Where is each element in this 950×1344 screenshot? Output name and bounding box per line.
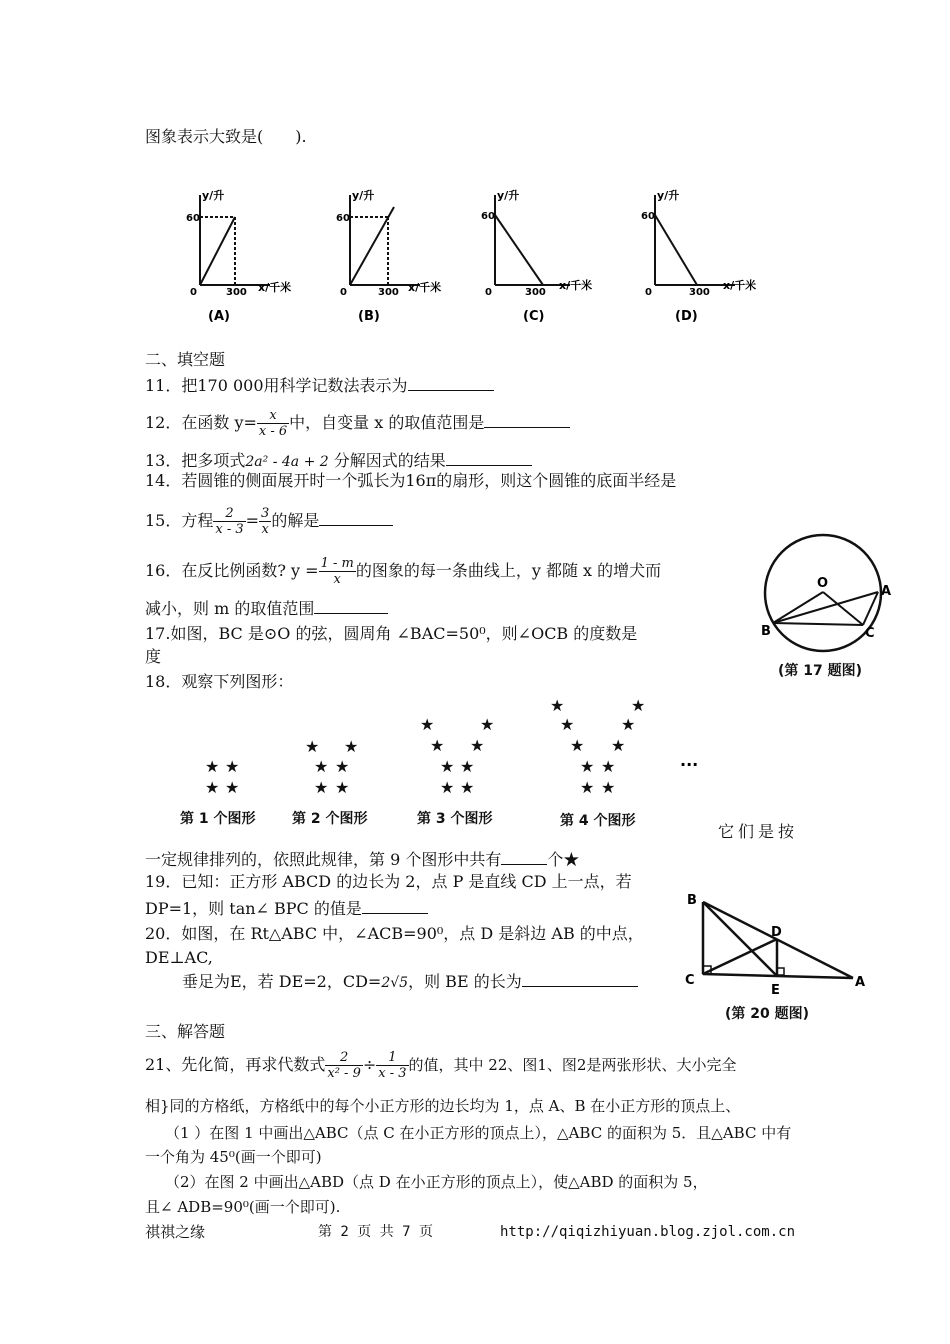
- graph-c-xtick: 300: [525, 287, 546, 298]
- question-20-line3: 垂足为E，若 DE=2，CD=2√5，则 BE 的长为: [182, 970, 638, 993]
- graph-a-yaxis: y/升: [202, 189, 225, 202]
- graph-c-yaxis: y/升: [497, 189, 520, 202]
- svg-text:★: ★: [440, 757, 455, 776]
- graph-c-label: (C): [523, 309, 545, 324]
- graph-b-ytick: 60: [336, 213, 350, 224]
- question-11: 11．把170 000用科学记数法表示为: [145, 374, 494, 396]
- circle-figure-17: [761, 535, 895, 665]
- svg-text:★: ★: [305, 737, 320, 756]
- footer-page: 第 2 页 共 7 页: [318, 1224, 434, 1240]
- svg-text:★: ★: [621, 715, 636, 734]
- answer-blank-18[interactable]: [501, 848, 547, 865]
- svg-text:★: ★: [205, 757, 220, 776]
- label-d: D: [771, 925, 782, 940]
- graph-c: [475, 185, 605, 325]
- ellipsis: ···: [680, 755, 699, 774]
- svg-text:★: ★: [611, 736, 626, 755]
- svg-text:★: ★: [314, 778, 329, 797]
- question-22-line3: 一个角为 45⁰(画一个即可): [145, 1148, 322, 1166]
- answer-blank-11[interactable]: [408, 374, 494, 391]
- question-17-line2: 度: [145, 647, 162, 666]
- question-21: 21、先化简，再求代数式 $\frac{2}{\text{x² - 9}}$ ÷ $\frac{1}{x - 3}$ 的值，其中 22、图1、图2是两张形状、大小完全: [145, 1050, 737, 1081]
- caption-fig-1: 第 1 个图形: [180, 811, 256, 827]
- question-18-line2: 一定规律排列的，依照此规律，第 9 个图形中共有 个★: [145, 850, 580, 869]
- graph-d: [635, 185, 765, 325]
- triangle-figure-20: [685, 890, 870, 998]
- caption-fig-2: 第 2 个图形: [292, 811, 368, 827]
- svg-text:★: ★: [225, 778, 240, 797]
- svg-text:★: ★: [580, 757, 595, 776]
- graph-a-ytick: 60: [186, 213, 200, 224]
- svg-text:★: ★: [460, 757, 475, 776]
- graph-d-origin: 0: [645, 287, 652, 298]
- question-22-line5: 且∠ ADB=90⁰(画一个即可).: [145, 1198, 341, 1216]
- label-e: E: [771, 983, 780, 998]
- footer-url[interactable]: http://qiqizhiyuan.blog.zjol.com.cn: [500, 1224, 796, 1240]
- graph-a-label: (A): [208, 309, 230, 324]
- answer-blank-15[interactable]: [319, 509, 393, 526]
- graph-b: [330, 185, 440, 325]
- svg-text:★: ★: [335, 778, 350, 797]
- caption-fig-3: 第 3 个图形: [417, 811, 493, 827]
- caption-20: (第 20 题图): [725, 1006, 810, 1022]
- question-20-line2: DE⊥AC,: [145, 948, 213, 967]
- graph-c-xaxis: x/千米: [559, 279, 593, 292]
- label-a: A: [881, 584, 892, 599]
- graph-b-yaxis: y/升: [352, 189, 375, 202]
- section-2-heading: 二、填空题: [145, 350, 226, 369]
- svg-text:★: ★: [460, 778, 475, 797]
- question-18-tail: 它们是按: [718, 822, 799, 841]
- question-17: 17.如图，BC 是⊙O 的弦，圆周角 ∠BAC=50⁰，则∠OCB 的度数是: [145, 624, 638, 643]
- graph-d-xaxis: x/千米: [723, 279, 757, 292]
- graph-a: [180, 185, 290, 325]
- svg-text:★: ★: [570, 736, 585, 755]
- question-22-line2: （1 ）在图 1 中画出△ABC（点 C 在小正方形的顶点上），△ABC 的面积为 5．且△ABC 中有: [165, 1124, 792, 1142]
- question-22-line1: 相}同的方格纸，方格纸中的每个小正方形的边长均为 1，点 A、B 在小正方形的顶点上、: [145, 1097, 741, 1115]
- svg-text:★: ★: [550, 696, 565, 715]
- graph-c-ytick: 60: [481, 211, 495, 222]
- question-16-line2: 减小，则 m 的取值范围: [145, 597, 388, 619]
- svg-text:★: ★: [601, 778, 616, 797]
- star-pattern: [195, 695, 715, 805]
- graph-b-xaxis: x/千米: [408, 281, 442, 294]
- graph-a-origin: 0: [190, 287, 197, 298]
- graph-d-xtick: 300: [689, 287, 710, 298]
- label-b: B: [761, 624, 771, 639]
- fraction-12: $\frac{x}{x - 6}$: [258, 408, 288, 439]
- caption-17: (第 17 题图): [778, 663, 863, 679]
- question-12: 12．在函数 y= $\frac{x}{x - 6}$ 中，自变量 x 的取值范围是: [145, 408, 570, 439]
- svg-text:★: ★: [631, 696, 646, 715]
- question-13: 13．把多项式2a² - 4a + 2 分解因式的结果: [145, 449, 532, 472]
- answer-blank-20[interactable]: [522, 970, 638, 987]
- question-15: 15．方程 $\frac{2}{x - 3}$ = $\frac{3}{x}$ 的解是: [145, 506, 393, 537]
- answer-blank-13[interactable]: [446, 449, 532, 466]
- graph-a-xtick: 300: [226, 287, 247, 298]
- svg-text:★: ★: [430, 736, 445, 755]
- graph-a-xaxis: x/千米: [258, 281, 292, 294]
- intro-text: 图象表示大致是( ).: [145, 127, 307, 146]
- answer-blank-16[interactable]: [314, 597, 388, 614]
- caption-fig-4: 第 4 个图形: [560, 813, 636, 829]
- label-c: C: [685, 973, 695, 988]
- svg-text:★: ★: [560, 715, 575, 734]
- graph-b-label: (B): [358, 309, 380, 324]
- label-a: A: [855, 975, 866, 990]
- graph-d-yaxis: y/升: [657, 189, 680, 202]
- answer-blank-12[interactable]: [484, 411, 570, 428]
- section-3-heading: 三、解答题: [145, 1022, 226, 1041]
- question-14: 14．若圆锥的侧面展开时一个弧长为16π的扇形，则这个圆锥的底面半经是: [145, 471, 677, 490]
- svg-text:★: ★: [225, 757, 240, 776]
- question-16: 16．在反比例函数? y = $\frac{1 - m}{x}$ 的图象的每一条曲线上，y 都随 x 的增犬而: [145, 556, 662, 587]
- label-b: B: [687, 893, 697, 908]
- graph-d-label: (D): [675, 309, 698, 324]
- question-22-line4: （2）在图 2 中画出△ABD（点 D 在小正方形的顶点上），使△ABD 的面积为 5，: [165, 1173, 708, 1191]
- question-19: 19．已知：正方形 ABCD 的边长为 2，点 P 是直线 CD 上一点，若: [145, 872, 632, 891]
- svg-text:★: ★: [420, 715, 435, 734]
- graph-b-origin: 0: [340, 287, 347, 298]
- svg-text:★: ★: [470, 736, 485, 755]
- question-18: 18．观察下列图形：: [145, 672, 294, 691]
- svg-text:★: ★: [344, 737, 359, 756]
- graph-d-ytick: 60: [641, 211, 655, 222]
- question-19-line2: DP=1，则 tan∠ BPC 的值是: [145, 897, 428, 919]
- graph-c-origin: 0: [485, 287, 492, 298]
- label-o: O: [817, 576, 829, 591]
- svg-text:★: ★: [601, 757, 616, 776]
- footer-left: 祺祺之缘: [145, 1223, 206, 1241]
- svg-text:★: ★: [480, 715, 495, 734]
- graph-b-xtick: 300: [378, 287, 399, 298]
- svg-text:★: ★: [205, 778, 220, 797]
- svg-text:★: ★: [440, 778, 455, 797]
- svg-text:★: ★: [580, 778, 595, 797]
- label-c: C: [865, 626, 875, 641]
- answer-blank-19[interactable]: [362, 897, 428, 914]
- question-20: 20．如图，在 Rt△ABC 中，∠ACB=90⁰，点 D 是斜边 AB 的中点，: [145, 924, 644, 943]
- svg-text:★: ★: [314, 757, 329, 776]
- svg-text:★: ★: [335, 757, 350, 776]
